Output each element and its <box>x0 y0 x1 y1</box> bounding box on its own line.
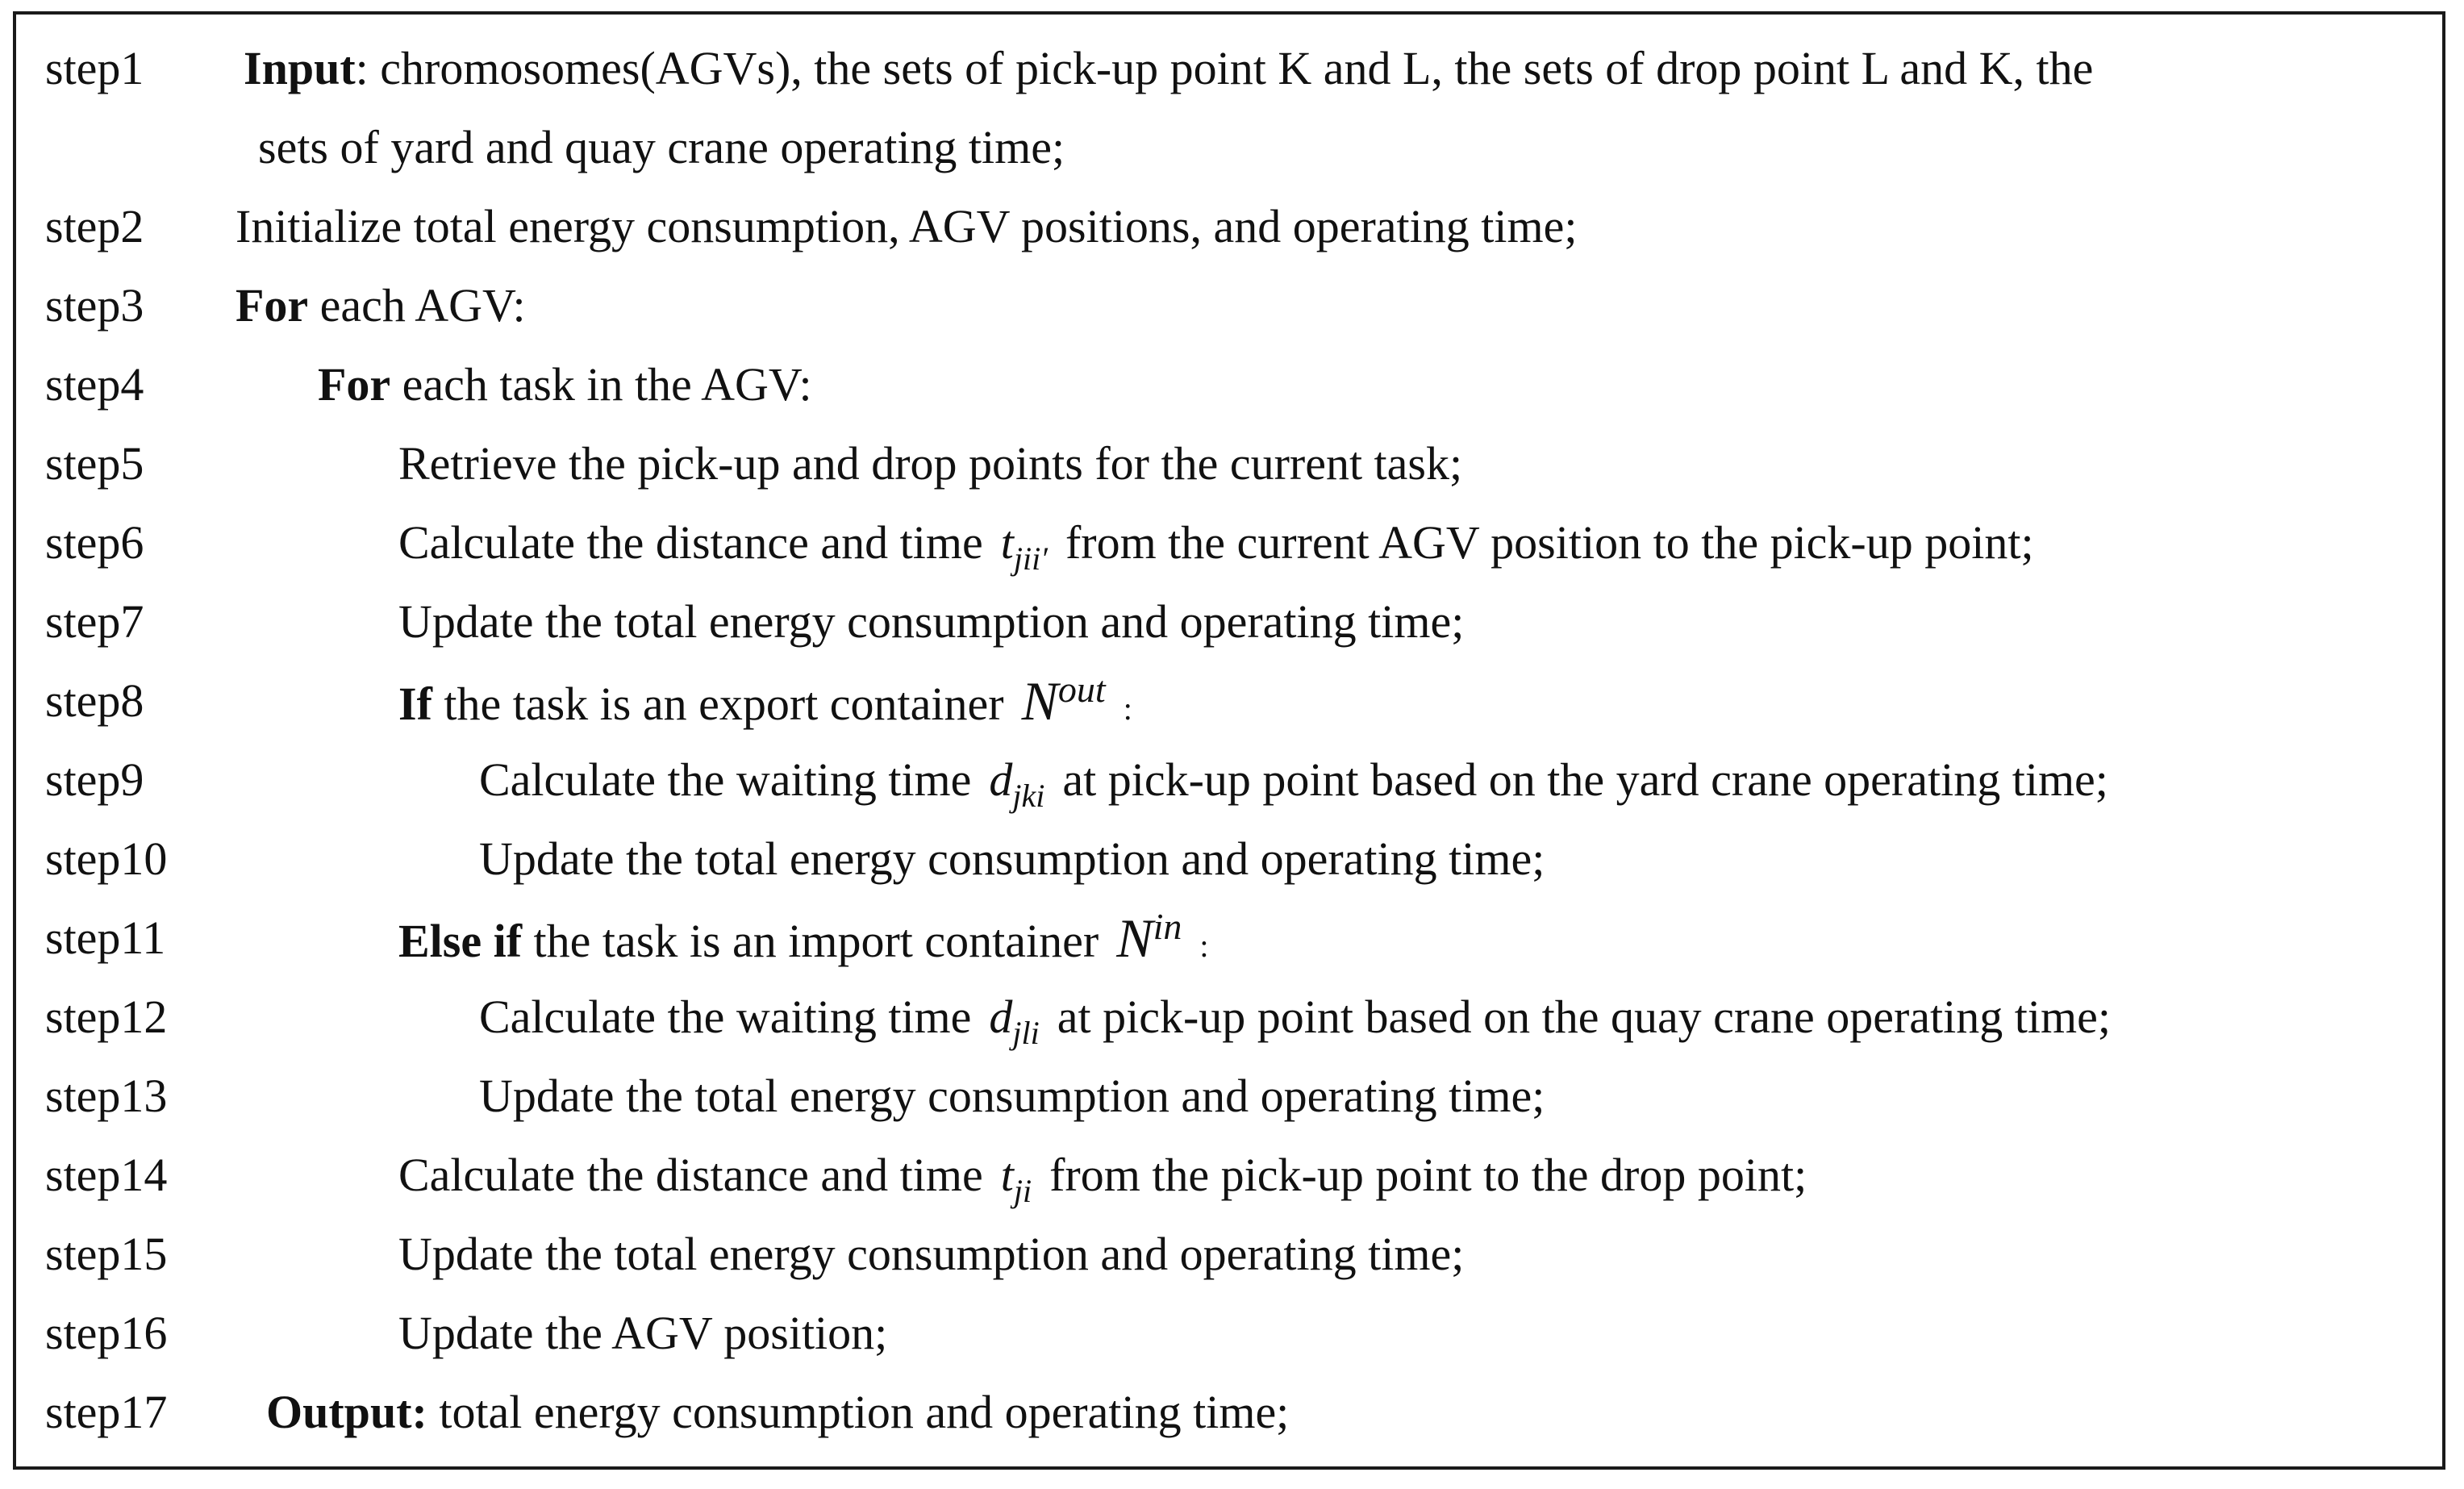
keyword: For <box>236 279 309 332</box>
step-text: Update the total energy consumption and operating time; <box>479 1070 1545 1122</box>
step-text: Calculate the distance and time $t_{ji}$ from the pick-up point to the drop point; <box>398 1149 1807 1209</box>
step-text: Update the AGV position; <box>398 1307 888 1359</box>
keyword: Output: <box>266 1386 427 1438</box>
step-text: Output: total energy consumption and operating time; <box>266 1386 1290 1438</box>
step-number: step14 <box>45 1149 168 1201</box>
step-number: step1 <box>45 42 144 94</box>
keyword: Else if <box>398 915 523 967</box>
step-number: step4 <box>45 358 144 411</box>
step-text: sets of yard and quay crane operating time; <box>258 121 1065 173</box>
step-number: step3 <box>45 279 144 332</box>
math-symbol-d-jki: $d_{jki}$ <box>989 753 1045 814</box>
step-number: step8 <box>45 674 144 727</box>
algorithm-box <box>13 11 2445 1470</box>
step-text: For each task in the AGV: <box>318 358 812 411</box>
step-text: Calculate the distance and time $t_{jii'}$ from the current AGV position to the pick-up point; <box>398 516 2034 577</box>
math-symbol-d-jli: $d_{jli}$ <box>989 991 1040 1051</box>
math-symbol-n-in: $N^{in}$ <box>1116 906 1182 969</box>
step-text: Update the total energy consumption and operating time; <box>398 595 1465 648</box>
step-text: If the task is an export container $N^{out}$ : <box>398 669 1132 732</box>
step-text: Initialize total energy consumption, AGV positions, and operating time; <box>236 200 1578 252</box>
step-number: step17 <box>45 1386 168 1438</box>
keyword: For <box>318 358 391 411</box>
step-number: step7 <box>45 595 144 648</box>
keyword: Input <box>244 42 356 94</box>
step-number: step15 <box>45 1228 168 1280</box>
math-symbol-t-ji: $t_{ji}$ <box>1000 1149 1032 1209</box>
step-number: step10 <box>45 832 168 885</box>
step-text: For each AGV: <box>236 279 526 332</box>
step-number: step2 <box>45 200 144 252</box>
step-number: step12 <box>45 991 168 1043</box>
step-number: step5 <box>45 437 144 490</box>
step-number: step16 <box>45 1307 168 1359</box>
step-number: step11 <box>45 911 166 964</box>
step-text: Retrieve the pick-up and drop points for the current task; <box>398 437 1463 490</box>
step-text: Else if the task is an import container $N^{in}$ : <box>398 906 1209 969</box>
math-symbol-n-out: $N^{out}$ <box>1021 669 1106 732</box>
math-symbol-t-jii: $t_{jii'}$ <box>1000 516 1048 577</box>
step-text: Update the total energy consumption and operating time; <box>479 832 1545 885</box>
step-text: Input: chromosomes(AGVs), the sets of pick-up point K and L, the sets of drop point L and K, the <box>244 42 2094 94</box>
keyword: If <box>398 678 432 730</box>
step-text: Calculate the waiting time $d_{jli}$ at pick-up point based on the quay crane operating time; <box>479 991 2111 1051</box>
step-number: step9 <box>45 753 144 806</box>
step-text: Update the total energy consumption and operating time; <box>398 1228 1465 1280</box>
step-number: step13 <box>45 1070 168 1122</box>
step-number: step6 <box>45 516 144 569</box>
step-text: Calculate the waiting time $d_{jki}$ at pick-up point based on the yard crane operating time; <box>479 753 2108 814</box>
